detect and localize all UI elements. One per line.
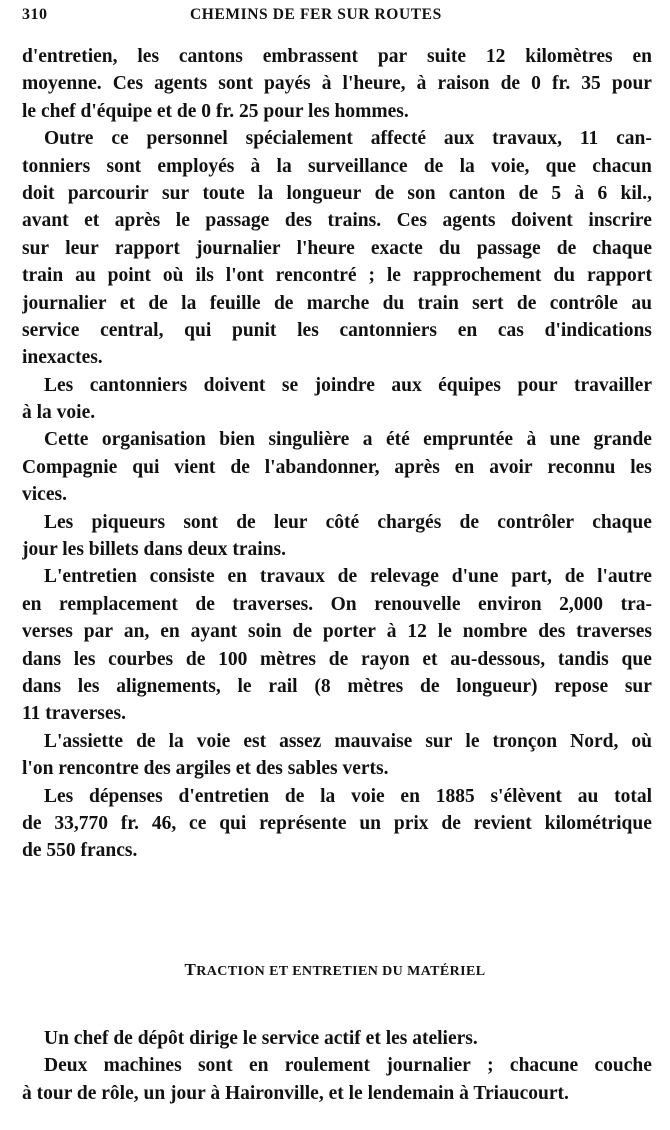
main-text-block [22, 43, 652, 865]
section-heading-initial: T [184, 960, 197, 979]
text-line: Compagnie qui vient de l'abandonner, après en avoir reconnu les [22, 456, 652, 478]
text-line: dans les alignements, le rail (8 mètres de longueur) repose sur [22, 675, 652, 697]
text-line: le chef d'équipe et de 0 fr. 25 pour les hommes. [22, 100, 409, 122]
text-line: l'on rencontre des argiles et des sables verts. [22, 758, 389, 780]
text-line: Les cantonniers doivent se joindre aux équipes pour travailler [44, 374, 652, 396]
text-line: 11 traverses. [22, 703, 126, 725]
section-heading [0, 960, 670, 980]
text-line: inexactes. [22, 347, 103, 369]
text-line: L'entretien consiste en travaux de relevage d'une part, de l'autre [44, 566, 652, 588]
paragraph [22, 426, 652, 508]
text-line: à tour de rôle, un jour à Haironville, et le lendemain à Triaucourt. [22, 1082, 569, 1104]
paragraph [22, 563, 652, 727]
paragraph [22, 1052, 652, 1107]
section-heading-text: RACTION ET ENTRETIEN DU MATÉRIEL [196, 964, 486, 979]
text-line: de 33,770 fr. 46, ce qui représente un prix de revient kilométrique [22, 812, 652, 834]
running-title: CHEMINS DE FER SUR ROUTES [190, 6, 442, 23]
text-line: vices. [22, 484, 67, 506]
text-line: train au point où ils l'ont rencontré ; le rapprochement du rapport [22, 265, 652, 287]
section-text-block [22, 1025, 652, 1107]
text-line: service central, qui punit les cantonniers en cas d'indications [22, 319, 652, 341]
text-line: Outre ce personnel spécialement affecté aux travaux, 11 can- [44, 128, 652, 150]
page-header [22, 6, 652, 30]
paragraph [22, 1025, 652, 1052]
text-line: avant et après le passage des trains. Ces agents doivent inscrire [22, 210, 652, 232]
page-number: 310 [22, 6, 48, 23]
text-line: journalier et de la feuille de marche du train sert de contrôle au [22, 292, 652, 314]
text-line: à la voie. [22, 402, 96, 424]
paragraph [22, 509, 652, 564]
text-line: L'assiette de la voie est assez mauvaise sur le tronçon Nord, où [44, 730, 652, 752]
text-line: Deux machines sont en roulement journalier ; chacune couche [44, 1055, 652, 1077]
text-line: d'entretien, les cantons embrassent par suite 12 kilomètres en [22, 46, 652, 67]
text-line: Les dépenses d'entretien de la voie en 1885 s'élèvent au total [44, 785, 652, 807]
text-line: tonniers sont employés à la surveillance de la voie, que chacun [22, 155, 652, 177]
paragraph [22, 43, 652, 125]
text-line: en remplacement de traverses. On renouvelle environ 2,000 tra- [22, 593, 652, 615]
text-line: moyenne. Ces agents sont payés à l'heure, à raison de 0 fr. 35 pour [22, 73, 652, 95]
text-line: Un chef de dépôt dirige le service actif et les ateliers. [44, 1028, 478, 1049]
paragraph [22, 125, 652, 372]
text-line: dans les courbes de 100 mètres de rayon et au-dessous, tandis que [22, 648, 652, 670]
paragraph [22, 783, 652, 865]
paragraph [22, 728, 652, 783]
text-line: de 550 francs. [22, 840, 138, 862]
text-line: Les piqueurs sont de leur côté chargés de contrôler chaque [44, 511, 652, 533]
text-line: doit parcourir sur toute la longueur de son canton de 5 à 6 kil., [22, 182, 652, 204]
paragraph [22, 372, 652, 427]
text-line: sur leur rapport journalier l'heure exacte du passage de chaque [22, 237, 652, 259]
text-line: jour les billets dans deux trains. [22, 539, 287, 561]
text-line: verses par an, en ayant soin de porter à 12 le nombre des traverses [22, 621, 652, 643]
text-line: Cette organisation bien singulière a été empruntée à une grande [44, 429, 652, 451]
